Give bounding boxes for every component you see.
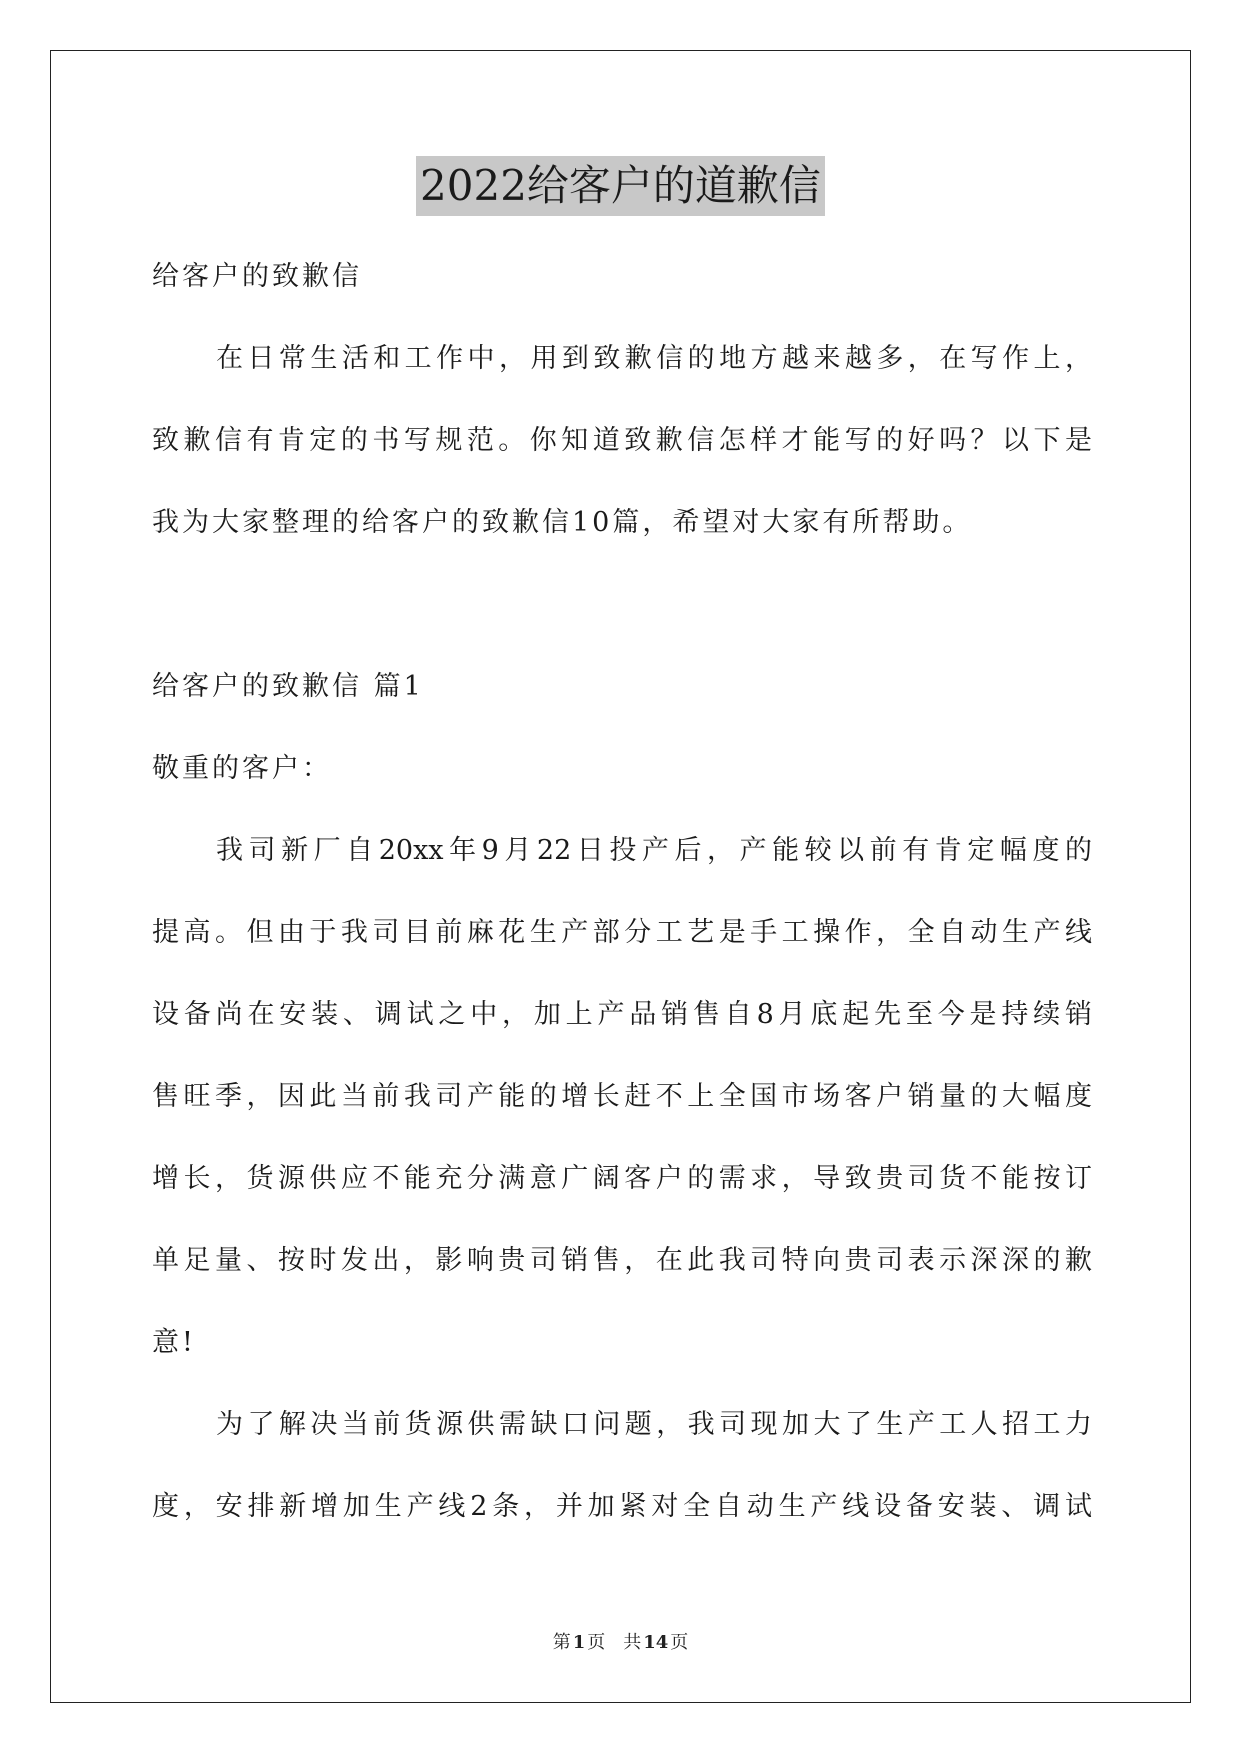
page-suffix: 页 xyxy=(670,1632,689,1653)
paragraph-line: 增长，货源供应不能充分满意广阔客户的需求，导致贵司货不能按订 xyxy=(152,1163,1092,1194)
document-body xyxy=(152,236,1092,1548)
subtitle: 给客户的致歉信 xyxy=(152,261,362,292)
page-mid: 页 共 xyxy=(587,1632,642,1653)
page-footer xyxy=(0,1628,1241,1654)
page-prefix: 第 xyxy=(552,1632,571,1653)
intro-line: 我为大家整理的给客户的致歉信10篇，希望对大家有所帮助。 xyxy=(152,507,973,538)
section-heading: 给客户的致歉信 篇1 xyxy=(152,671,424,702)
paragraph-line: 度，安排新增加生产线2条，并加紧对全自动生产线设备安装、调试 xyxy=(152,1491,1092,1522)
title-wrap xyxy=(0,156,1241,216)
spacer xyxy=(152,564,1092,646)
paragraph-line: 售旺季，因此当前我司产能的增长赶不上全国市场客户销量的大幅度 xyxy=(152,1081,1092,1112)
paragraph-line: 单足量、按时发出，影响贵司销售，在此我司特向贵司表示深深的歉 xyxy=(152,1245,1092,1276)
paragraph-line: 为了解决当前货源供需缺口问题，我司现加大了生产工人招工力 xyxy=(216,1409,1092,1440)
intro-line: 致歉信有肯定的书写规范。你知道致歉信怎样才能写的好吗？以下是 xyxy=(152,425,1092,456)
page-current: 1 xyxy=(572,1632,586,1653)
paragraph-line: 设备尚在安装、调试之中，加上产品销售自8月底起先至今是持续销 xyxy=(152,999,1092,1030)
salutation: 敬重的客户： xyxy=(152,753,332,784)
paragraph-line: 我司新厂自20xx年9月22日投产后，产能较以前有肯定幅度的 xyxy=(216,835,1092,866)
intro-line: 在日常生活和工作中，用到致歉信的地方越来越多，在写作上， xyxy=(216,343,1092,374)
document-title: 2022给客户的道歉信 xyxy=(416,156,825,216)
paragraph-line: 提高。但由于我司目前麻花生产部分工艺是手工操作，全自动生产线 xyxy=(152,917,1092,948)
paragraph-line: 意! xyxy=(152,1327,196,1358)
page-total: 14 xyxy=(643,1632,669,1653)
